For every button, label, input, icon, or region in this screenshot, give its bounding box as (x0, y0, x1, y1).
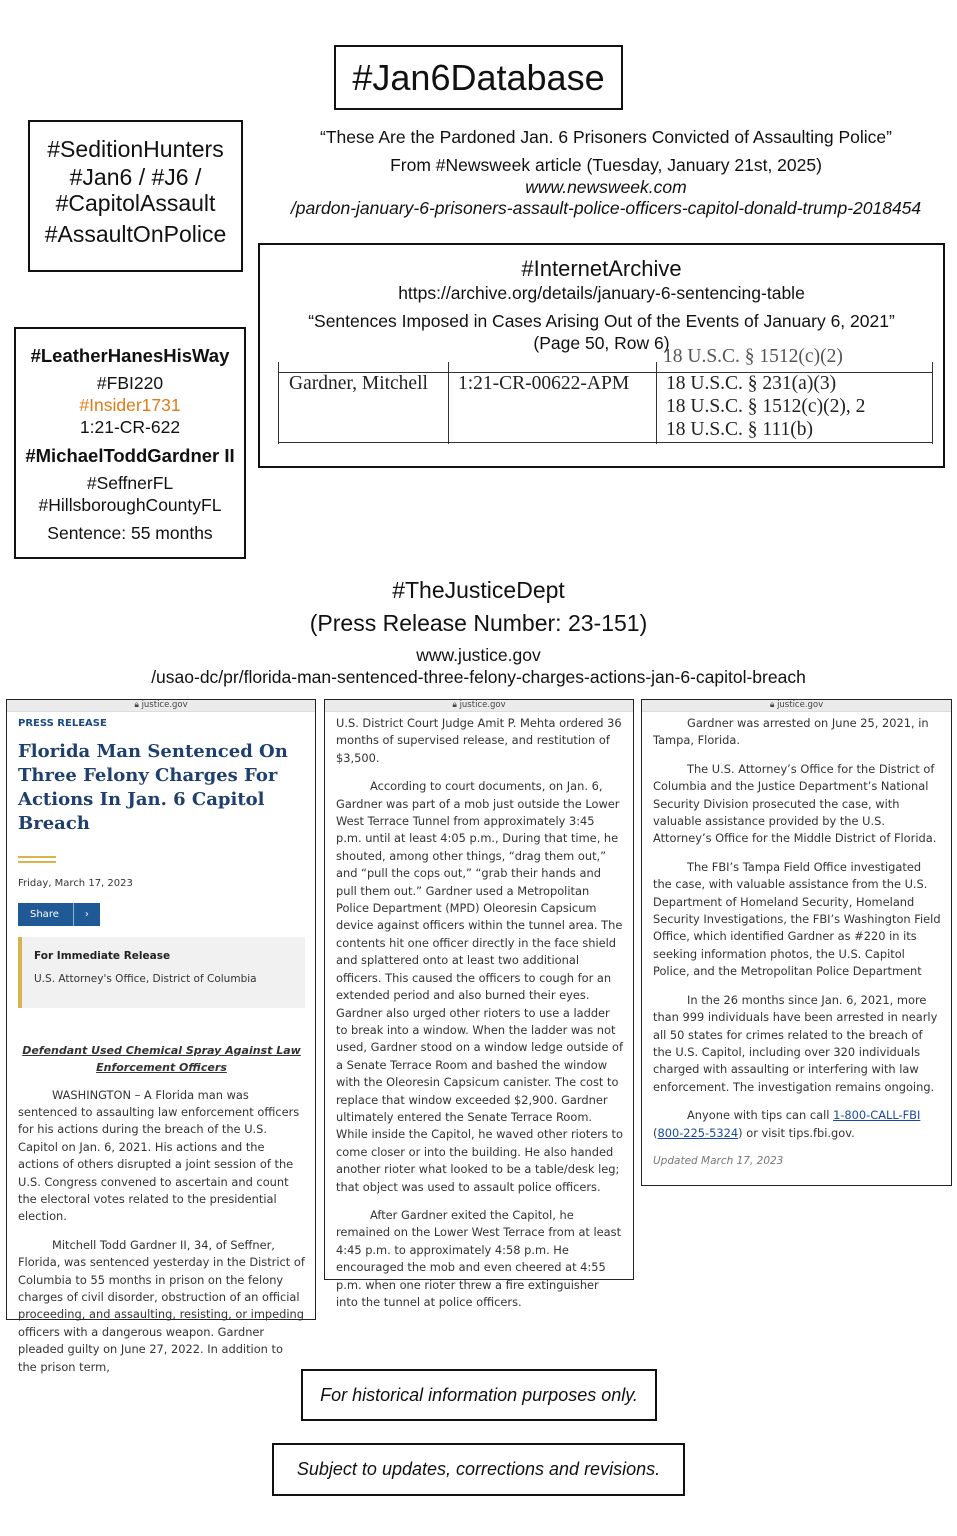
decorative-rule (18, 856, 56, 858)
press-release-headline: Florida Man Sentenced On Three Felony Charges For Actions In Jan. 6 Capitol Breach (18, 741, 288, 834)
newsweek-headline: “These Are the Pardoned Jan. 6 Prisoners Convicted of Assaulting Police” (320, 127, 892, 147)
updated-date: Updated March 17, 2023 (653, 1154, 784, 1167)
doj-reference (0, 576, 957, 688)
doj-path: /usao-dc/pr/florida-man-sentenced-three-felony-charges-actions-jan-6-capitol-breach (151, 667, 806, 687)
lock-icon: 🔒︎ (769, 700, 775, 710)
archive-quote: “Sentences Imposed in Cases Arising Out of the Events of January 6, 2021” (308, 311, 895, 331)
newsweek-reference (262, 126, 950, 219)
tips-text-end: ) or visit tips.fbi.gov. (738, 1125, 855, 1140)
browser-url-bar (7, 700, 315, 712)
chevron-right-icon: › (84, 908, 89, 920)
hashtag-box (28, 120, 243, 272)
newsweek-path: /pardon-january-6-prisoners-assault-police-officers-capitol-donald-trump-2018454 (290, 198, 922, 218)
url-text: justice.gov (141, 700, 188, 710)
archive-box (258, 243, 945, 468)
tips-paragraph (653, 1107, 941, 1142)
press-release-subheading: Defendant Used Chemical Spray Against Law Enforcement Officers (22, 1043, 301, 1074)
archive-location: (Page 50, Row 6) (533, 333, 670, 353)
doj-tag: #TheJusticeDept (392, 577, 565, 603)
fbi-tipline-link[interactable]: 1-800-CALL-FBI (833, 1108, 921, 1123)
newsweek-domain: www.newsweek.com (525, 177, 687, 197)
disclaimer-historical: For historical information purposes only. (301, 1369, 657, 1421)
sentence: Sentence: 55 months (47, 523, 213, 543)
press-release-label: PRESS RELEASE (18, 718, 107, 729)
tips-paren: ( (653, 1125, 658, 1140)
table-column-border (656, 362, 657, 444)
case-number-cell: 1:21-CR-00622-APM (458, 373, 630, 394)
lock-icon: 🔒︎ (452, 700, 457, 710)
charge-cell: 18 U.S.C. § 231(a)(3) (666, 373, 837, 394)
hashtag-assault-on-police: #AssaultOnPolice (44, 221, 227, 247)
newsweek-source: From #Newsweek article (Tuesday, January 21st, 2025) (390, 155, 822, 175)
table-column-border (448, 362, 449, 444)
doj-domain: www.justice.gov (416, 645, 541, 665)
release-info-panel (18, 937, 305, 1008)
url-text: justice.gov (777, 700, 824, 710)
defendant-name: #MichaelToddGardner II (25, 445, 235, 466)
defendant-county: #HillsboroughCountyFL (38, 495, 222, 515)
table-row-border (278, 442, 933, 443)
sentencing-table-excerpt (278, 346, 933, 444)
disclaimer-updates: Subject to updates, corrections and revisions. (272, 1443, 685, 1496)
press-release-paragraph: In the 26 months since Jan. 6, 2021, more than 999 individuals have been arrested in nearly all 50 states for crimes related to the breach of the U.S. Capitol, including over 320 individuals charged with assaulting or interfering with law enforcement. The investigation remains ongoing. (653, 992, 938, 1094)
charge-cell: 18 U.S.C. § 1512(c)(2), 2 (666, 396, 866, 417)
press-release-paragraph: Mitchell Todd Gardner II, 34, of Seffner, Florida, was sentenced yesterday in the District of Columbia to 55 months in prison on the felony charges of civil disorder, obstruction of an official proceeding, and assaulting, resisting, or impeding officers with a dangerous weapon. Gardner pleaded guilty on June 27, 2022. In addition to the prison term, (18, 1237, 305, 1374)
browser-url-bar (642, 700, 951, 712)
table-column-border (278, 362, 279, 444)
table-cut-text-top: 18 U.S.C. § 1512(c)(2) (663, 346, 843, 367)
fbi-phone-link[interactable]: 800-225-5324 (657, 1125, 739, 1140)
press-release-paragraph: WASHINGTON – A Florida man was sentenced to assaulting law enforcement officers for his actions during the breach of the U.S. Capitol on Jan. 6, 2021. His actions and the actions of others disrupted a joint session of the U.S. Congress convened to ascertain and count the electoral votes related to the presidential election. (18, 1087, 300, 1224)
hashtag-jan6: #Jan6 / #J6 / (69, 164, 202, 190)
insider-number: #Insider1731 (79, 395, 181, 415)
hashtag-capitol-assault: #CapitolAssault (55, 190, 216, 216)
share-button[interactable] (18, 903, 100, 926)
case-number: 1:21-CR-622 (79, 417, 181, 437)
press-release-date: Friday, March 17, 2023 (18, 877, 133, 889)
press-release-paragraph: After Gardner exited the Capitol, he remained on the Lower West Terrace from at least 4:45 p.m. to approximately 4:58 p.m. He encouraged the mob and even cheered at 4:55 p.m. when one rioter threw a fire extinguisher into the tunnel at police officers. (336, 1207, 622, 1309)
browser-url-bar (325, 700, 633, 712)
share-label: Share (18, 903, 74, 926)
press-release-screenshot-3 (641, 699, 952, 1186)
defendant-box (14, 327, 246, 559)
release-title: For Immediate Release (34, 949, 171, 962)
lock-icon: 🔒︎ (134, 700, 139, 710)
tips-text: Anyone with tips can call (687, 1108, 834, 1123)
press-release-screenshot-1 (6, 699, 316, 1374)
press-release-paragraph: According to court documents, on Jan. 6, Gardner was part of a mob just outside the Lower West Terrace Tunnel from approximately 3:45 p.m. until at least 4:05 p.m., During that time, he shouted, among other things, “drag them out,” and “pull the cops out,” “grab their hands and pull them out.” Gardner used a Metropolitan Police Department (MPD) Oleoresin Capsicum device against officers within the tunnel area. The contents hit one officer directly in the face shield and splattered onto at least two additional officers. This caused the officers to cough for an extended period and also burned their eyes. Gardner also urged other rioters to use a ladder to break into a window. When the ladder was not used, Gardner stood on a window ledge outside of a Senate Terrace Room and bashed the window with the Oleoresin Capsicum canister. The cost to replace that window exceeded $2,900. Gardner ultimately entered the Senate Terrace Room. While inside the Capitol, he waved other rioters to come closer or into the building. He also handed another rioter what looked to be a table/desk leg; that object was used to assault police officers. (336, 779, 623, 1194)
press-release-paragraph: The U.S. Attorney’s Office for the District of Columbia and the Justice Department’s National Security Division prosecuted the case, with valuable assistance provided by the U.S. Attorney’s Office for the Middle District of Florida. (653, 761, 937, 846)
url-text: justice.gov (459, 700, 506, 710)
defendant-name-cell: Gardner, Mitchell (289, 373, 428, 394)
defendant-nickname: #LeatherHanesHisWay (30, 345, 230, 366)
archive-tag: #InternetArchive (521, 256, 682, 281)
press-release-paragraph: The FBI’s Tampa Field Office investigated the case, with valuable assistance from the U.S. Department of Homeland Security, Homeland Security Investigations, the FBI’s Washington Field Office, which identified Gardner as #220 in its seeking information photos, the U.S. Capitol Police, and the Metropolitan Police Department (653, 859, 941, 979)
press-release-paragraph: Gardner was arrested on June 25, 2021, in Tampa, Florida. (653, 716, 929, 748)
table-column-border (932, 362, 933, 444)
press-release-paragraph: U.S. District Court Judge Amit P. Mehta ordered 36 months of supervised release, and restitution of $3,500. (336, 716, 622, 765)
charge-cell: 18 U.S.C. § 111(b) (666, 419, 813, 440)
defendant-city: #SeffnerFL (86, 473, 174, 493)
hashtag-sedition-hunters: #SeditionHunters (47, 136, 224, 162)
press-release-screenshot-2 (324, 699, 634, 1309)
release-office: U.S. Attorney's Office, District of Columbia (34, 972, 257, 985)
archive-url: https://archive.org/details/january-6-sentencing-table (398, 283, 805, 303)
press-release-number: (Press Release Number: 23-151) (309, 610, 648, 636)
page-title: #Jan6Database (334, 45, 623, 110)
fbi-number: #FBI220 (96, 373, 164, 393)
